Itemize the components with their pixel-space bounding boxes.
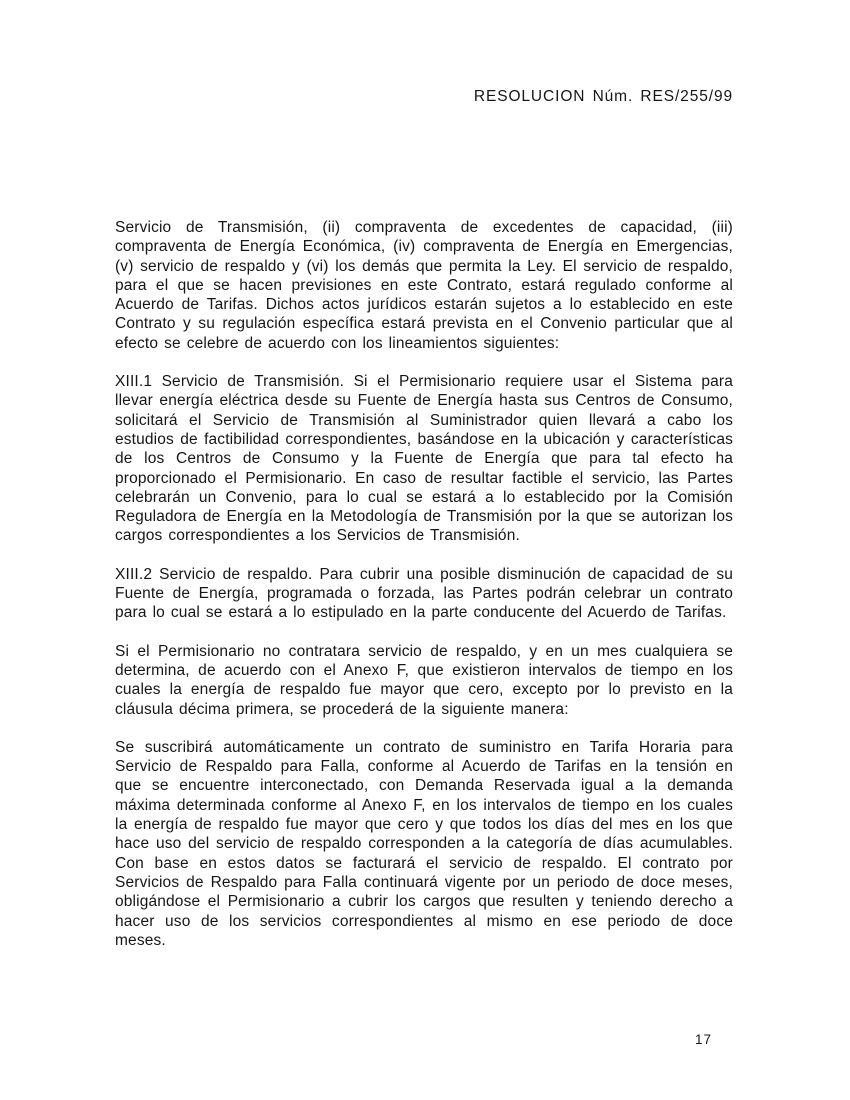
document-header-reference: RESOLUCION Núm. RES/255/99: [473, 88, 733, 105]
paragraph-clause-xiii-2: XIII.2 Servicio de respaldo. Para cubrir una posible disminución de capacidad de su Fuente de Energía, programada o forzada, las Partes podrán celebrar un contrato para lo cual se estará a lo estipulado en la parte conducente del Acuerdo de Tarifas.: [115, 565, 733, 622]
paragraph-intro: Servicio de Transmisión, (ii) compraventa de excedentes de capacidad, (iii) compraventa de Energía Económica, (iv) compraventa de Energía en Emergencias, (v) servicio de respaldo y (vi) los demás que permita la Ley. El servicio de respaldo, para el que se hacen previsiones en este Contrato, estará regulado conforme al Acuerdo de Tarifas. Dichos actos jurídicos estarán sujetos a lo establecido en este Contrato y su regulación específica estará prevista en el Convenio particular que al efecto se celebre de acuerdo con los lineamientos siguientes:: [115, 219, 733, 352]
paragraph-clause-xiii-1: XIII.1 Servicio de Transmisión. Si el Permisionario requiere usar el Sistema para llevar energía eléctrica desde su Fuente de Energía hasta sus Centros de Consumo, solicitará el Servicio de Transmisión al Suministrador quien llevará a cabo los estudios de factibilidad correspondientes, basándose en la ubicación y características de los Centros de Consumo y la Fuente de Energía que para tal efecto ha proporcionado el Permisionario. En caso de resultar factible el servicio, las Partes celebrarán un Convenio, para lo cual se estará a lo establecido por la Comisión Reguladora de Energía en la Metodología de Transmisión por la que se autorizan los cargos correspondientes a los Servicios de Transmisión.: [115, 373, 733, 545]
paragraph-automatic-contract: Se suscribirá automáticamente un contrato de suministro en Tarifa Horaria para Servicio de Respaldo para Falla, conforme al Acuerdo de Tarifas en la tensión en que se encuentre interconectado, con Demanda Reservada igual a la demanda máxima determinada conforme al Anexo F, en los intervalos de tiempo en los cuales la energía de respaldo fue mayor que cero y que todos los días del mes en los que hace uso del servicio de respaldo corresponden a la categoría de días acumulables. Con base en estos datos se facturará el servicio de respaldo. El contrato por Servicios de Respaldo para Falla continuará vigente por un periodo de doce meses, obligándose el Permisionario a cubrir los cargos que resulten y teniendo derecho a hacer uso de los servicios correspondientes al mismo en ese periodo de doce meses.: [115, 738, 733, 949]
paragraph-no-contract-case: Si el Permisionario no contratara servicio de respaldo, y en un mes cualquiera se determina, de acuerdo con el Anexo F, que existieron intervalos de tiempo en los cuales la energía de respaldo fue mayor que cero, excepto por lo previsto en la cláusula décima primera, se procederá de la siguiente manera:: [115, 642, 733, 718]
page-number: 17: [694, 1032, 712, 1047]
document-body: [115, 218, 733, 950]
